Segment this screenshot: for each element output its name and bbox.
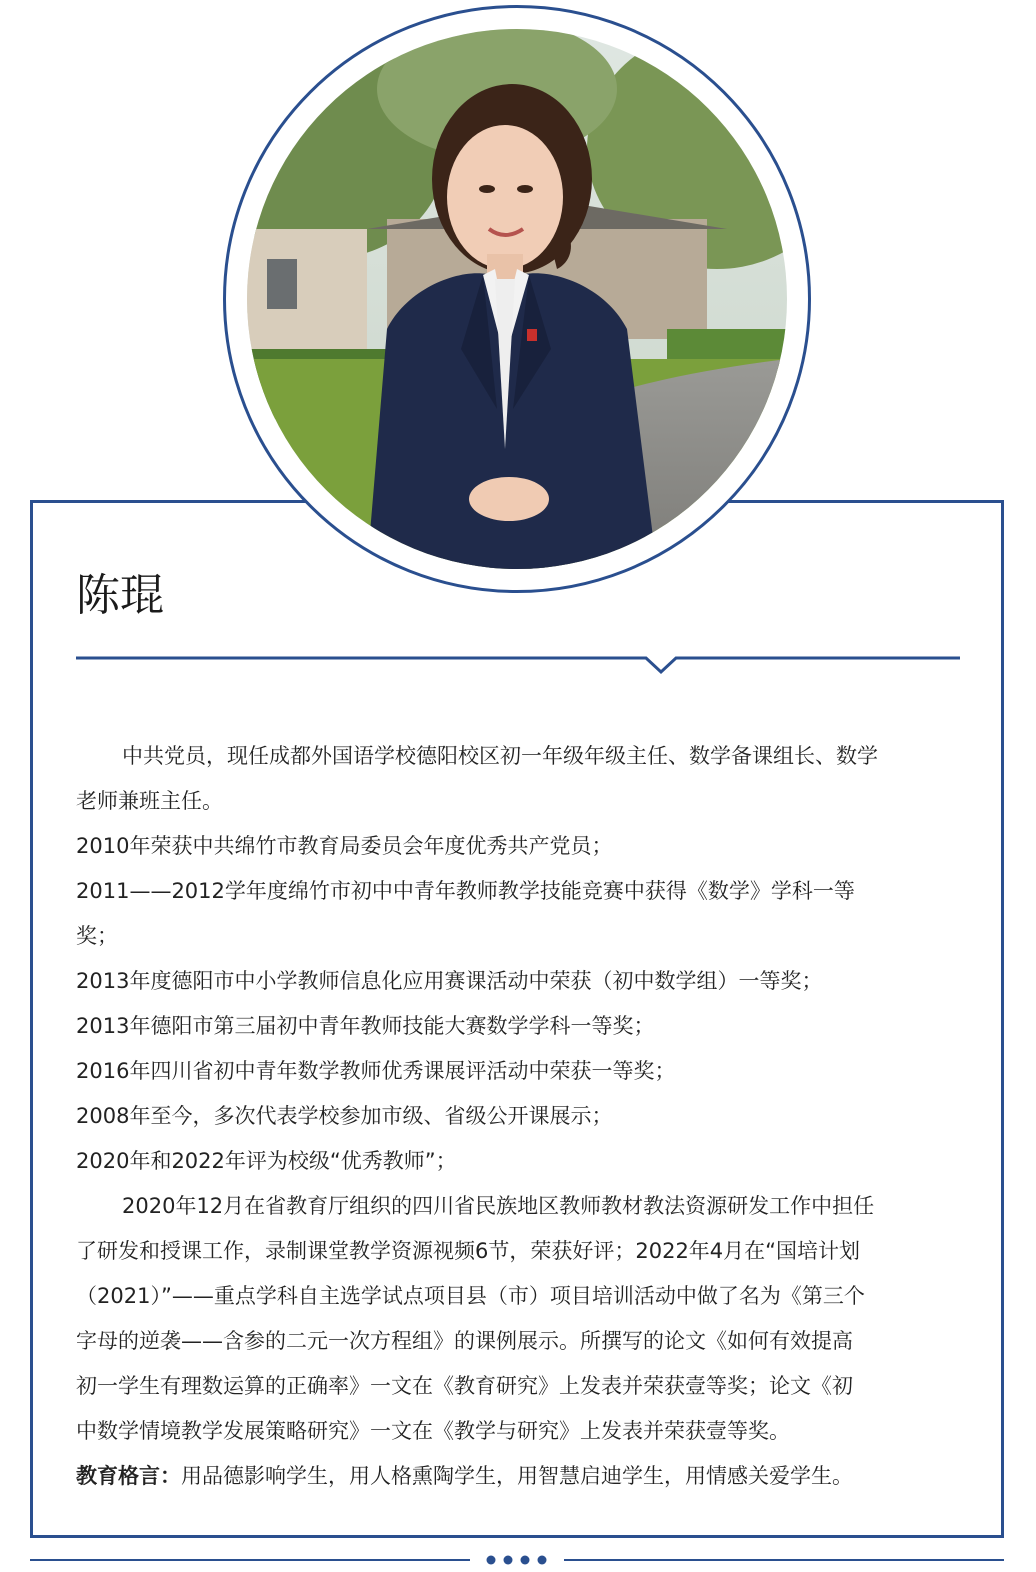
bio-line: 老师兼班主任。: [76, 789, 223, 813]
bio-text: [76, 734, 960, 1499]
bio-line: 2020年12月在省教育厅组织的四川省民族地区教师教材教法资源研发工作中担任: [122, 1194, 875, 1218]
bio-line: 2016年四川省初中青年数学教师优秀课展评活动中荣获一等奖；: [76, 1059, 676, 1083]
bio-line: 2013年度德阳市中小学教师信息化应用赛课活动中荣获（初中数学组）一等奖；: [76, 969, 823, 993]
bio-line: 2008年至今，多次代表学校参加市级、省级公开课展示；: [76, 1104, 613, 1128]
teacher-name: 陈琨: [76, 570, 164, 621]
footer-decoration: [30, 1548, 1004, 1570]
motto-label: 教育格言：: [76, 1464, 181, 1488]
portrait-frame: [223, 5, 811, 593]
bio-line: 奖；: [76, 924, 118, 948]
bio-line: 2010年荣获中共绵竹市教育局委员会年度优秀共产党员；: [76, 834, 613, 858]
bio-line: 初一学生有理数运算的正确率》一文在《教育研究》上发表并荣获壹等奖；论文《初: [76, 1374, 853, 1398]
bio-line: 中数学情境教学发展策略研究》一文在《教学与研究》上发表并荣获壹等奖。: [76, 1419, 790, 1443]
bio-line: 了研发和授课工作，录制课堂教学资源视频6节，荣获好评；2022年4月在“国培计划: [76, 1239, 861, 1263]
bio-line: （2021）”——重点学科自主选学试点项目县（市）项目培训活动中做了名为《第三个: [76, 1284, 865, 1308]
dots-icon: [487, 1556, 547, 1565]
bio-line: 2011——2012学年度绵竹市初中中青年教师教学技能竞赛中获得《数学》学科一等: [76, 879, 855, 903]
name-divider: [76, 656, 960, 676]
bio-line: 2020年和2022年评为校级“优秀教师”；: [76, 1149, 457, 1173]
bio-line: 字母的逆袭——含参的二元一次方程组》的课例展示。所撰写的论文《如何有效提高: [76, 1329, 853, 1353]
motto-line: [76, 1454, 960, 1499]
portrait-photo: [247, 29, 787, 569]
bio-line: 中共党员，现任成都外国语学校德阳校区初一年级年级主任、数学备课组长、数学: [122, 744, 878, 768]
bio-line: 2013年德阳市第三届初中青年教师技能大赛数学学科一等奖；: [76, 1014, 655, 1038]
motto-text: 用品德影响学生，用人格熏陶学生，用智慧启迪学生，用情感关爱学生。: [181, 1464, 853, 1488]
